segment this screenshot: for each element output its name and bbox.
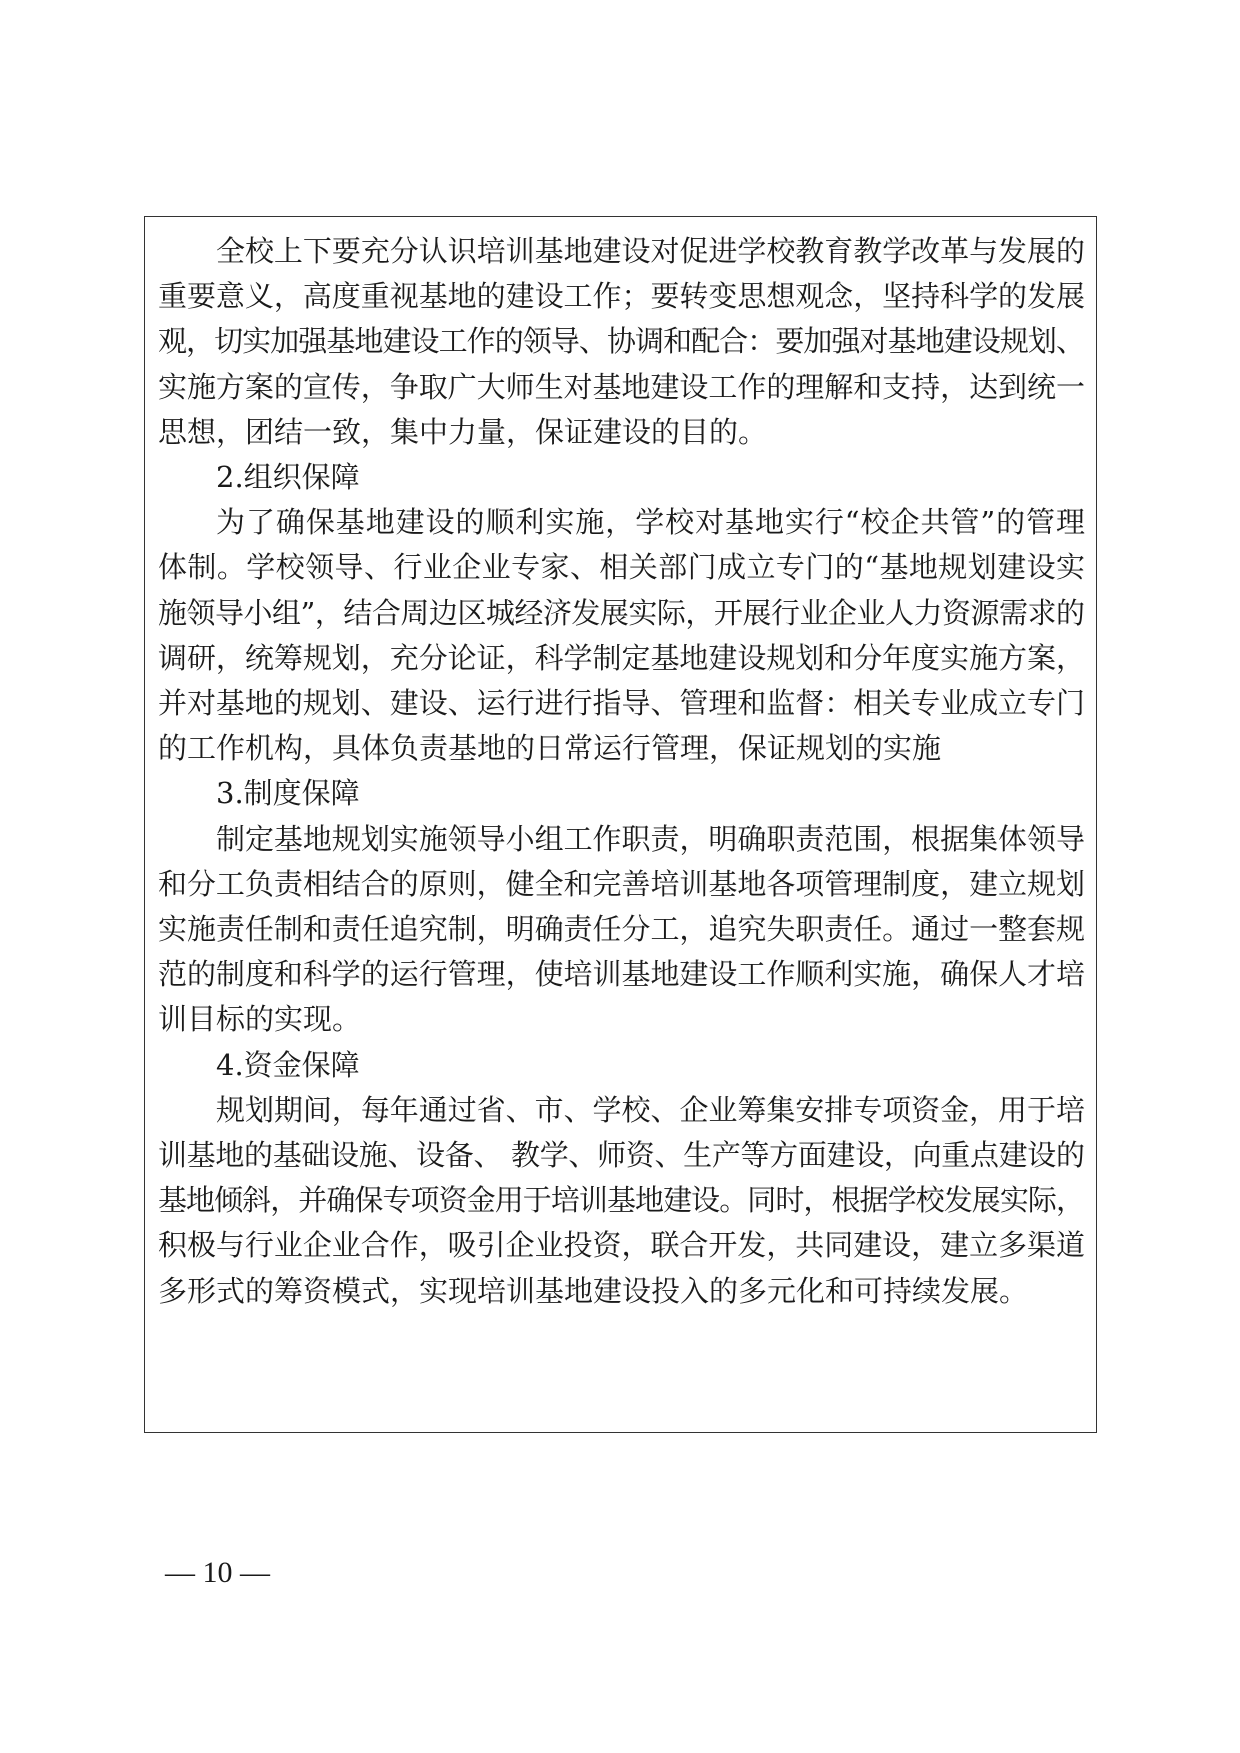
paragraph-line: 施领导小组”，结合周边区城经济发展实际，开展行业企业人力资源需求的 <box>158 596 1085 630</box>
content-box <box>144 216 1097 1433</box>
paragraph-line: 的工作机构，具体负责基地的日常运行管理，保证规划的实施 <box>158 731 942 765</box>
page-number: — 10 — <box>165 1556 270 1589</box>
section-heading: 4.资金保障 <box>216 1048 360 1082</box>
paragraph-line: 多形式的筹资模式，实现培训基地建设投入的多元化和可持续发展。 <box>158 1274 1029 1308</box>
paragraph-line: 实施责任制和责任追究制，明确责任分工，追究失职责任。通过一整套规 <box>158 912 1085 946</box>
paragraph-line: 积极与行业企业合作，吸引企业投资，联合开发，共同建设，建立多渠道 <box>158 1228 1085 1262</box>
paragraph-line: 体制。学校领导、行业企业专家、相关部门成立专门的“基地规划建设实 <box>158 550 1086 584</box>
section-heading: 2.组织保障 <box>216 460 360 494</box>
paragraph-line: 观，切实加强基地建设工作的领导、协调和配合：要加强对基地建设规划、 <box>158 324 1085 358</box>
paragraph-line: 基地倾斜，并确保专项资金用于培训基地建设。同时，根据学校发展实际， <box>158 1183 1085 1217</box>
paragraph-line: 和分工负责相结合的原则，健全和完善培训基地各项管理制度，建立规划 <box>158 867 1085 901</box>
paragraph-line: 全校上下要充分认识培训基地建设对促进学校教育教学改革与发展的 <box>216 234 1085 268</box>
paragraph-line: 训基地的基础设施、设备、 教学、师资、生产等方面建设，向重点建设的 <box>158 1138 1085 1172</box>
paragraph-line: 重要意义，高度重视基地的建设工作；要转变思想观念，坚持科学的发展 <box>158 279 1085 313</box>
paragraph-line: 范的制度和科学的运行管理，使培训基地建设工作顺利实施，确保人才培 <box>158 957 1085 991</box>
paragraph-line: 制定基地规划实施领导小组工作职责，明确职责范围，根据集体领导 <box>216 822 1085 856</box>
paragraph-line: 实施方案的宣传，争取广大师生对基地建设工作的理解和支持，达到统一 <box>158 370 1085 404</box>
paragraph-line: 规划期间，每年通过省、市、学校、企业筹集安排专项资金，用于培 <box>216 1093 1085 1127</box>
paragraph-line: 并对基地的规划、建设、运行进行指导、管理和监督：相关专业成立专门 <box>158 686 1085 720</box>
paragraph-line: 调研，统筹规划，充分论证，科学制定基地建设规划和分年度实施方案， <box>158 641 1085 675</box>
section-heading: 3.制度保障 <box>216 776 360 810</box>
paragraph-line: 思想，团结一致，集中力量，保证建设的目的。 <box>158 415 768 449</box>
paragraph-line: 训目标的实现。 <box>158 1002 362 1036</box>
paragraph-line: 为了确保基地建设的顺利实施，学校对基地实行“校企共管”的管理 <box>216 505 1086 539</box>
